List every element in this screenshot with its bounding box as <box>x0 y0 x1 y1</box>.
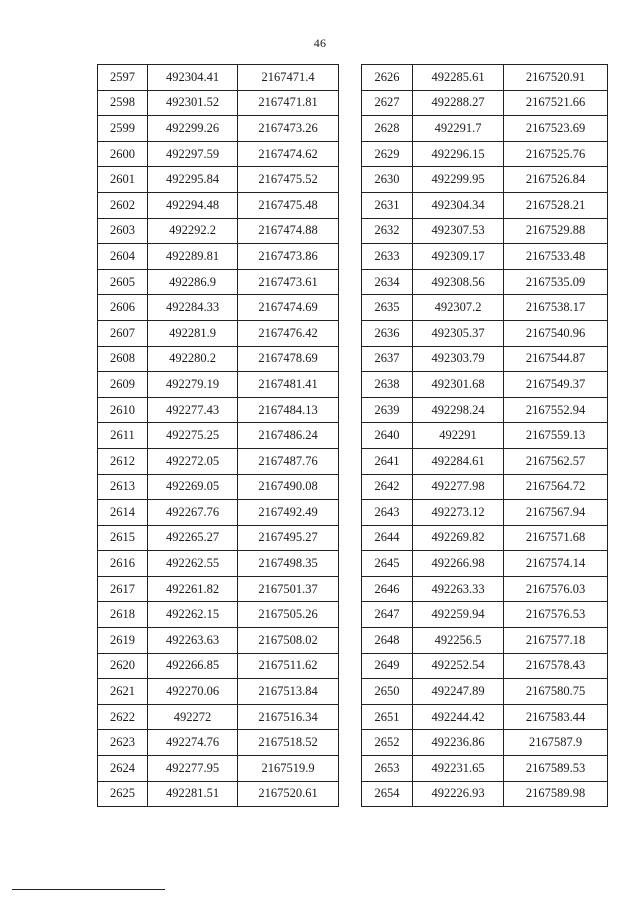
y-coordinate-cell: 2167471.81 <box>238 90 339 116</box>
x-coordinate-cell: 492301.52 <box>148 90 238 116</box>
point-number-cell: 2606 <box>98 295 148 321</box>
table-row <box>98 423 339 449</box>
y-coordinate-cell: 2167529.88 <box>504 218 608 244</box>
y-coordinate-cell: 2167481.41 <box>238 372 339 398</box>
point-number-cell: 2610 <box>98 397 148 423</box>
table-row <box>98 653 339 679</box>
point-number-cell: 2635 <box>362 295 413 321</box>
table-row <box>362 397 608 423</box>
x-coordinate-cell: 492307.53 <box>413 218 504 244</box>
table-row <box>98 295 339 321</box>
point-number-cell: 2612 <box>98 448 148 474</box>
x-coordinate-cell: 492284.33 <box>148 295 238 321</box>
x-coordinate-cell: 492261.82 <box>148 576 238 602</box>
y-coordinate-cell: 2167544.87 <box>504 346 608 372</box>
point-number-cell: 2601 <box>98 167 148 193</box>
x-coordinate-cell: 492269.05 <box>148 474 238 500</box>
table-row <box>98 192 339 218</box>
table-row <box>362 116 608 142</box>
y-coordinate-cell: 2167513.84 <box>238 679 339 705</box>
table-row <box>98 474 339 500</box>
x-coordinate-cell: 492295.84 <box>148 167 238 193</box>
x-coordinate-cell: 492297.59 <box>148 141 238 167</box>
table-row <box>362 781 608 807</box>
point-number-cell: 2598 <box>98 90 148 116</box>
y-coordinate-cell: 2167487.76 <box>238 448 339 474</box>
point-number-cell: 2597 <box>98 65 148 91</box>
y-coordinate-cell: 2167473.86 <box>238 244 339 270</box>
x-coordinate-cell: 492286.9 <box>148 269 238 295</box>
table-row <box>362 192 608 218</box>
x-coordinate-cell: 492262.55 <box>148 551 238 577</box>
y-coordinate-cell: 2167533.48 <box>504 244 608 270</box>
x-coordinate-cell: 492272.05 <box>148 448 238 474</box>
table-row <box>98 448 339 474</box>
y-coordinate-cell: 2167471.4 <box>238 65 339 91</box>
point-number-cell: 2603 <box>98 218 148 244</box>
point-number-cell: 2631 <box>362 192 413 218</box>
x-coordinate-cell: 492289.81 <box>148 244 238 270</box>
point-number-cell: 2614 <box>98 500 148 526</box>
table-row <box>98 320 339 346</box>
x-coordinate-cell: 492275.25 <box>148 423 238 449</box>
y-coordinate-cell: 2167520.91 <box>504 65 608 91</box>
point-number-cell: 2639 <box>362 397 413 423</box>
x-coordinate-cell: 492270.06 <box>148 679 238 705</box>
point-number-cell: 2611 <box>98 423 148 449</box>
table-row <box>362 295 608 321</box>
point-number-cell: 2604 <box>98 244 148 270</box>
y-coordinate-cell: 2167484.13 <box>238 397 339 423</box>
x-coordinate-cell: 492281.51 <box>148 781 238 807</box>
point-number-cell: 2643 <box>362 500 413 526</box>
point-number-cell: 2645 <box>362 551 413 577</box>
point-number-cell: 2621 <box>98 679 148 705</box>
y-coordinate-cell: 2167564.72 <box>504 474 608 500</box>
y-coordinate-cell: 2167552.94 <box>504 397 608 423</box>
point-number-cell: 2605 <box>98 269 148 295</box>
point-number-cell: 2630 <box>362 167 413 193</box>
x-coordinate-cell: 492256.5 <box>413 628 504 654</box>
y-coordinate-cell: 2167511.62 <box>238 653 339 679</box>
point-number-cell: 2620 <box>98 653 148 679</box>
x-coordinate-cell: 492281.9 <box>148 320 238 346</box>
x-coordinate-cell: 492277.98 <box>413 474 504 500</box>
y-coordinate-cell: 2167475.52 <box>238 167 339 193</box>
coordinate-table-left <box>97 64 339 807</box>
x-coordinate-cell: 492259.94 <box>413 602 504 628</box>
point-number-cell: 2615 <box>98 525 148 551</box>
x-coordinate-cell: 492266.85 <box>148 653 238 679</box>
x-coordinate-cell: 492304.41 <box>148 65 238 91</box>
x-coordinate-cell: 492277.43 <box>148 397 238 423</box>
y-coordinate-cell: 2167518.52 <box>238 730 339 756</box>
point-number-cell: 2647 <box>362 602 413 628</box>
x-coordinate-cell: 492288.27 <box>413 90 504 116</box>
y-coordinate-cell: 2167567.94 <box>504 500 608 526</box>
footnote-separator-line <box>12 889 165 890</box>
y-coordinate-cell: 2167473.61 <box>238 269 339 295</box>
y-coordinate-cell: 2167562.57 <box>504 448 608 474</box>
point-number-cell: 2626 <box>362 65 413 91</box>
point-number-cell: 2633 <box>362 244 413 270</box>
table-row <box>98 756 339 782</box>
point-number-cell: 2653 <box>362 756 413 782</box>
table-row <box>362 244 608 270</box>
x-coordinate-cell: 492308.56 <box>413 269 504 295</box>
point-number-cell: 2608 <box>98 346 148 372</box>
table-row <box>362 602 608 628</box>
point-number-cell: 2632 <box>362 218 413 244</box>
x-coordinate-cell: 492252.54 <box>413 653 504 679</box>
y-coordinate-cell: 2167559.13 <box>504 423 608 449</box>
point-number-cell: 2613 <box>98 474 148 500</box>
table-row <box>362 90 608 116</box>
y-coordinate-cell: 2167580.75 <box>504 679 608 705</box>
y-coordinate-cell: 2167525.76 <box>504 141 608 167</box>
table-row <box>98 65 339 91</box>
y-coordinate-cell: 2167505.26 <box>238 602 339 628</box>
point-number-cell: 2629 <box>362 141 413 167</box>
point-number-cell: 2652 <box>362 730 413 756</box>
table-row <box>362 474 608 500</box>
x-coordinate-cell: 492236.86 <box>413 730 504 756</box>
table-row <box>362 500 608 526</box>
point-number-cell: 2651 <box>362 704 413 730</box>
x-coordinate-cell: 492309.17 <box>413 244 504 270</box>
table-row <box>98 525 339 551</box>
y-coordinate-cell: 2167538.17 <box>504 295 608 321</box>
x-coordinate-cell: 492263.63 <box>148 628 238 654</box>
point-number-cell: 2648 <box>362 628 413 654</box>
y-coordinate-cell: 2167520.61 <box>238 781 339 807</box>
x-coordinate-cell: 492294.48 <box>148 192 238 218</box>
x-coordinate-cell: 492280.2 <box>148 346 238 372</box>
y-coordinate-cell: 2167587.9 <box>504 730 608 756</box>
y-coordinate-cell: 2167478.69 <box>238 346 339 372</box>
point-number-cell: 2627 <box>362 90 413 116</box>
table-row <box>98 500 339 526</box>
y-coordinate-cell: 2167498.35 <box>238 551 339 577</box>
point-number-cell: 2637 <box>362 346 413 372</box>
table-row <box>98 679 339 705</box>
y-coordinate-cell: 2167473.26 <box>238 116 339 142</box>
x-coordinate-cell: 492277.95 <box>148 756 238 782</box>
y-coordinate-cell: 2167574.14 <box>504 551 608 577</box>
coordinate-table-right <box>361 64 608 807</box>
x-coordinate-cell: 492265.27 <box>148 525 238 551</box>
x-coordinate-cell: 492226.93 <box>413 781 504 807</box>
y-coordinate-cell: 2167571.68 <box>504 525 608 551</box>
x-coordinate-cell: 492274.76 <box>148 730 238 756</box>
table-row <box>362 346 608 372</box>
point-number-cell: 2642 <box>362 474 413 500</box>
y-coordinate-cell: 2167516.34 <box>238 704 339 730</box>
point-number-cell: 2618 <box>98 602 148 628</box>
x-coordinate-cell: 492279.19 <box>148 372 238 398</box>
x-coordinate-cell: 492247.89 <box>413 679 504 705</box>
point-number-cell: 2623 <box>98 730 148 756</box>
table-row <box>98 90 339 116</box>
point-number-cell: 2625 <box>98 781 148 807</box>
point-number-cell: 2650 <box>362 679 413 705</box>
point-number-cell: 2634 <box>362 269 413 295</box>
x-coordinate-cell: 492291 <box>413 423 504 449</box>
x-coordinate-cell: 492292.2 <box>148 218 238 244</box>
y-coordinate-cell: 2167475.48 <box>238 192 339 218</box>
y-coordinate-cell: 2167495.27 <box>238 525 339 551</box>
y-coordinate-cell: 2167583.44 <box>504 704 608 730</box>
y-coordinate-cell: 2167486.24 <box>238 423 339 449</box>
y-coordinate-cell: 2167549.37 <box>504 372 608 398</box>
y-coordinate-cell: 2167528.21 <box>504 192 608 218</box>
table-row <box>362 576 608 602</box>
point-number-cell: 2638 <box>362 372 413 398</box>
x-coordinate-cell: 492263.33 <box>413 576 504 602</box>
table-row <box>362 448 608 474</box>
y-coordinate-cell: 2167576.03 <box>504 576 608 602</box>
x-coordinate-cell: 492273.12 <box>413 500 504 526</box>
table-row <box>362 653 608 679</box>
y-coordinate-cell: 2167508.02 <box>238 628 339 654</box>
table-row <box>98 269 339 295</box>
table-row <box>98 730 339 756</box>
y-coordinate-cell: 2167492.49 <box>238 500 339 526</box>
point-number-cell: 2622 <box>98 704 148 730</box>
x-coordinate-cell: 492304.34 <box>413 192 504 218</box>
table-row <box>98 167 339 193</box>
y-coordinate-cell: 2167474.62 <box>238 141 339 167</box>
table-row <box>362 679 608 705</box>
table-row <box>362 756 608 782</box>
x-coordinate-cell: 492284.61 <box>413 448 504 474</box>
table-row <box>362 218 608 244</box>
point-number-cell: 2616 <box>98 551 148 577</box>
point-number-cell: 2641 <box>362 448 413 474</box>
x-coordinate-cell: 492291.7 <box>413 116 504 142</box>
table-row <box>98 116 339 142</box>
page-number: 46 <box>313 36 327 50</box>
table-row <box>362 372 608 398</box>
y-coordinate-cell: 2167577.18 <box>504 628 608 654</box>
table-row <box>362 269 608 295</box>
table-row <box>98 781 339 807</box>
x-coordinate-cell: 492244.42 <box>413 704 504 730</box>
x-coordinate-cell: 492296.15 <box>413 141 504 167</box>
y-coordinate-cell: 2167578.43 <box>504 653 608 679</box>
table-row <box>98 346 339 372</box>
y-coordinate-cell: 2167476.42 <box>238 320 339 346</box>
point-number-cell: 2609 <box>98 372 148 398</box>
x-coordinate-cell: 492305.37 <box>413 320 504 346</box>
x-coordinate-cell: 492266.98 <box>413 551 504 577</box>
table-row <box>98 218 339 244</box>
y-coordinate-cell: 2167526.84 <box>504 167 608 193</box>
point-number-cell: 2599 <box>98 116 148 142</box>
y-coordinate-cell: 2167519.9 <box>238 756 339 782</box>
table-row <box>98 576 339 602</box>
x-coordinate-cell: 492307.2 <box>413 295 504 321</box>
y-coordinate-cell: 2167576.53 <box>504 602 608 628</box>
table-row <box>362 423 608 449</box>
y-coordinate-cell: 2167474.88 <box>238 218 339 244</box>
table-row <box>362 628 608 654</box>
y-coordinate-cell: 2167535.09 <box>504 269 608 295</box>
point-number-cell: 2624 <box>98 756 148 782</box>
table-row <box>362 141 608 167</box>
y-coordinate-cell: 2167501.37 <box>238 576 339 602</box>
table-row <box>98 397 339 423</box>
y-coordinate-cell: 2167521.66 <box>504 90 608 116</box>
x-coordinate-cell: 492267.76 <box>148 500 238 526</box>
point-number-cell: 2617 <box>98 576 148 602</box>
point-number-cell: 2628 <box>362 116 413 142</box>
table-row <box>362 65 608 91</box>
point-number-cell: 2649 <box>362 653 413 679</box>
y-coordinate-cell: 2167589.98 <box>504 781 608 807</box>
table-row <box>98 141 339 167</box>
y-coordinate-cell: 2167523.69 <box>504 116 608 142</box>
point-number-cell: 2640 <box>362 423 413 449</box>
point-number-cell: 2654 <box>362 781 413 807</box>
table-row <box>98 551 339 577</box>
table-row <box>362 704 608 730</box>
x-coordinate-cell: 492299.95 <box>413 167 504 193</box>
y-coordinate-cell: 2167490.08 <box>238 474 339 500</box>
x-coordinate-cell: 492303.79 <box>413 346 504 372</box>
point-number-cell: 2619 <box>98 628 148 654</box>
table-row <box>362 730 608 756</box>
table-row <box>362 525 608 551</box>
table-row <box>362 167 608 193</box>
table-row <box>98 628 339 654</box>
x-coordinate-cell: 492299.26 <box>148 116 238 142</box>
x-coordinate-cell: 492298.24 <box>413 397 504 423</box>
point-number-cell: 2607 <box>98 320 148 346</box>
table-row <box>362 551 608 577</box>
point-number-cell: 2644 <box>362 525 413 551</box>
table-row <box>362 320 608 346</box>
x-coordinate-cell: 492262.15 <box>148 602 238 628</box>
point-number-cell: 2646 <box>362 576 413 602</box>
table-row <box>98 244 339 270</box>
y-coordinate-cell: 2167540.96 <box>504 320 608 346</box>
x-coordinate-cell: 492285.61 <box>413 65 504 91</box>
x-coordinate-cell: 492301.68 <box>413 372 504 398</box>
y-coordinate-cell: 2167474.69 <box>238 295 339 321</box>
table-row <box>98 704 339 730</box>
point-number-cell: 2636 <box>362 320 413 346</box>
x-coordinate-cell: 492269.82 <box>413 525 504 551</box>
point-number-cell: 2600 <box>98 141 148 167</box>
x-coordinate-cell: 492231.65 <box>413 756 504 782</box>
table-row <box>98 372 339 398</box>
point-number-cell: 2602 <box>98 192 148 218</box>
table-row <box>98 602 339 628</box>
y-coordinate-cell: 2167589.53 <box>504 756 608 782</box>
x-coordinate-cell: 492272 <box>148 704 238 730</box>
